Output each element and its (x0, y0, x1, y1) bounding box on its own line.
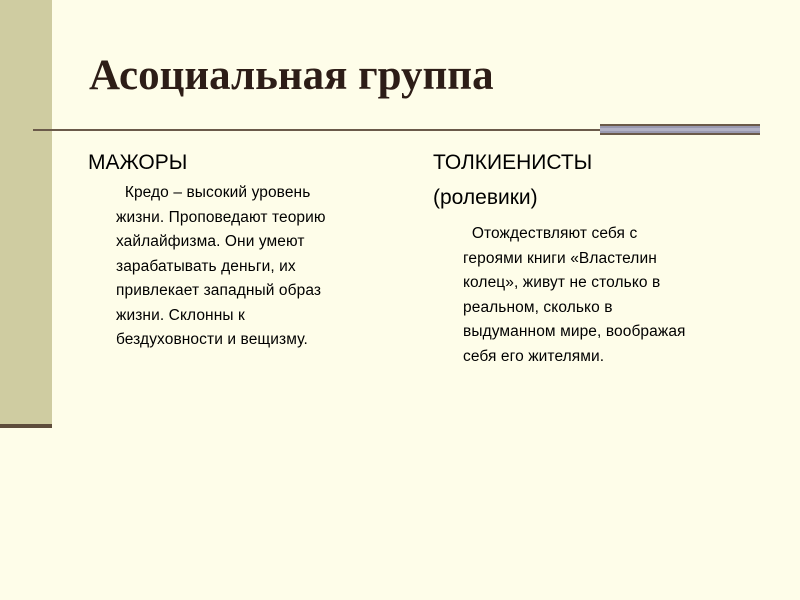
right-heading-line2: (ролевики) (433, 186, 538, 209)
right-line: колец», живут не столько в (463, 274, 661, 291)
left-line: жизни. Проповедают теорию (116, 208, 326, 226)
left-heading: МАЖОРЫ (88, 151, 188, 174)
left-line: Кредо – высокий уровень (116, 184, 311, 201)
title-divider (33, 129, 600, 131)
title-divider-accent-inner (600, 128, 760, 131)
right-description (463, 222, 763, 369)
right-line: Отождествляют себя с (463, 225, 638, 242)
right-line: себя его жителями. (463, 347, 605, 365)
right-line: героями книги «Властелин (463, 249, 657, 267)
right-line: реальном, сколько в (463, 298, 613, 316)
left-line: зарабатывать деньги, их (116, 257, 296, 275)
side-band (0, 0, 52, 428)
right-line: выдуманном мире, воображая (463, 323, 686, 340)
left-line: хайлайфизма. Они умеют (116, 233, 305, 250)
right-column (433, 148, 763, 369)
left-column (88, 148, 388, 353)
side-band-line (0, 424, 52, 428)
slide-title: Асоциальная группа (89, 52, 494, 99)
right-heading-line1: ТОЛКИЕНИСТЫ (433, 151, 593, 174)
left-line: жизни. Склонны к (116, 306, 245, 324)
left-description (116, 181, 391, 353)
left-line: привлекает западный образ (116, 282, 322, 299)
left-line: бездуховности и вещизму. (116, 331, 308, 348)
